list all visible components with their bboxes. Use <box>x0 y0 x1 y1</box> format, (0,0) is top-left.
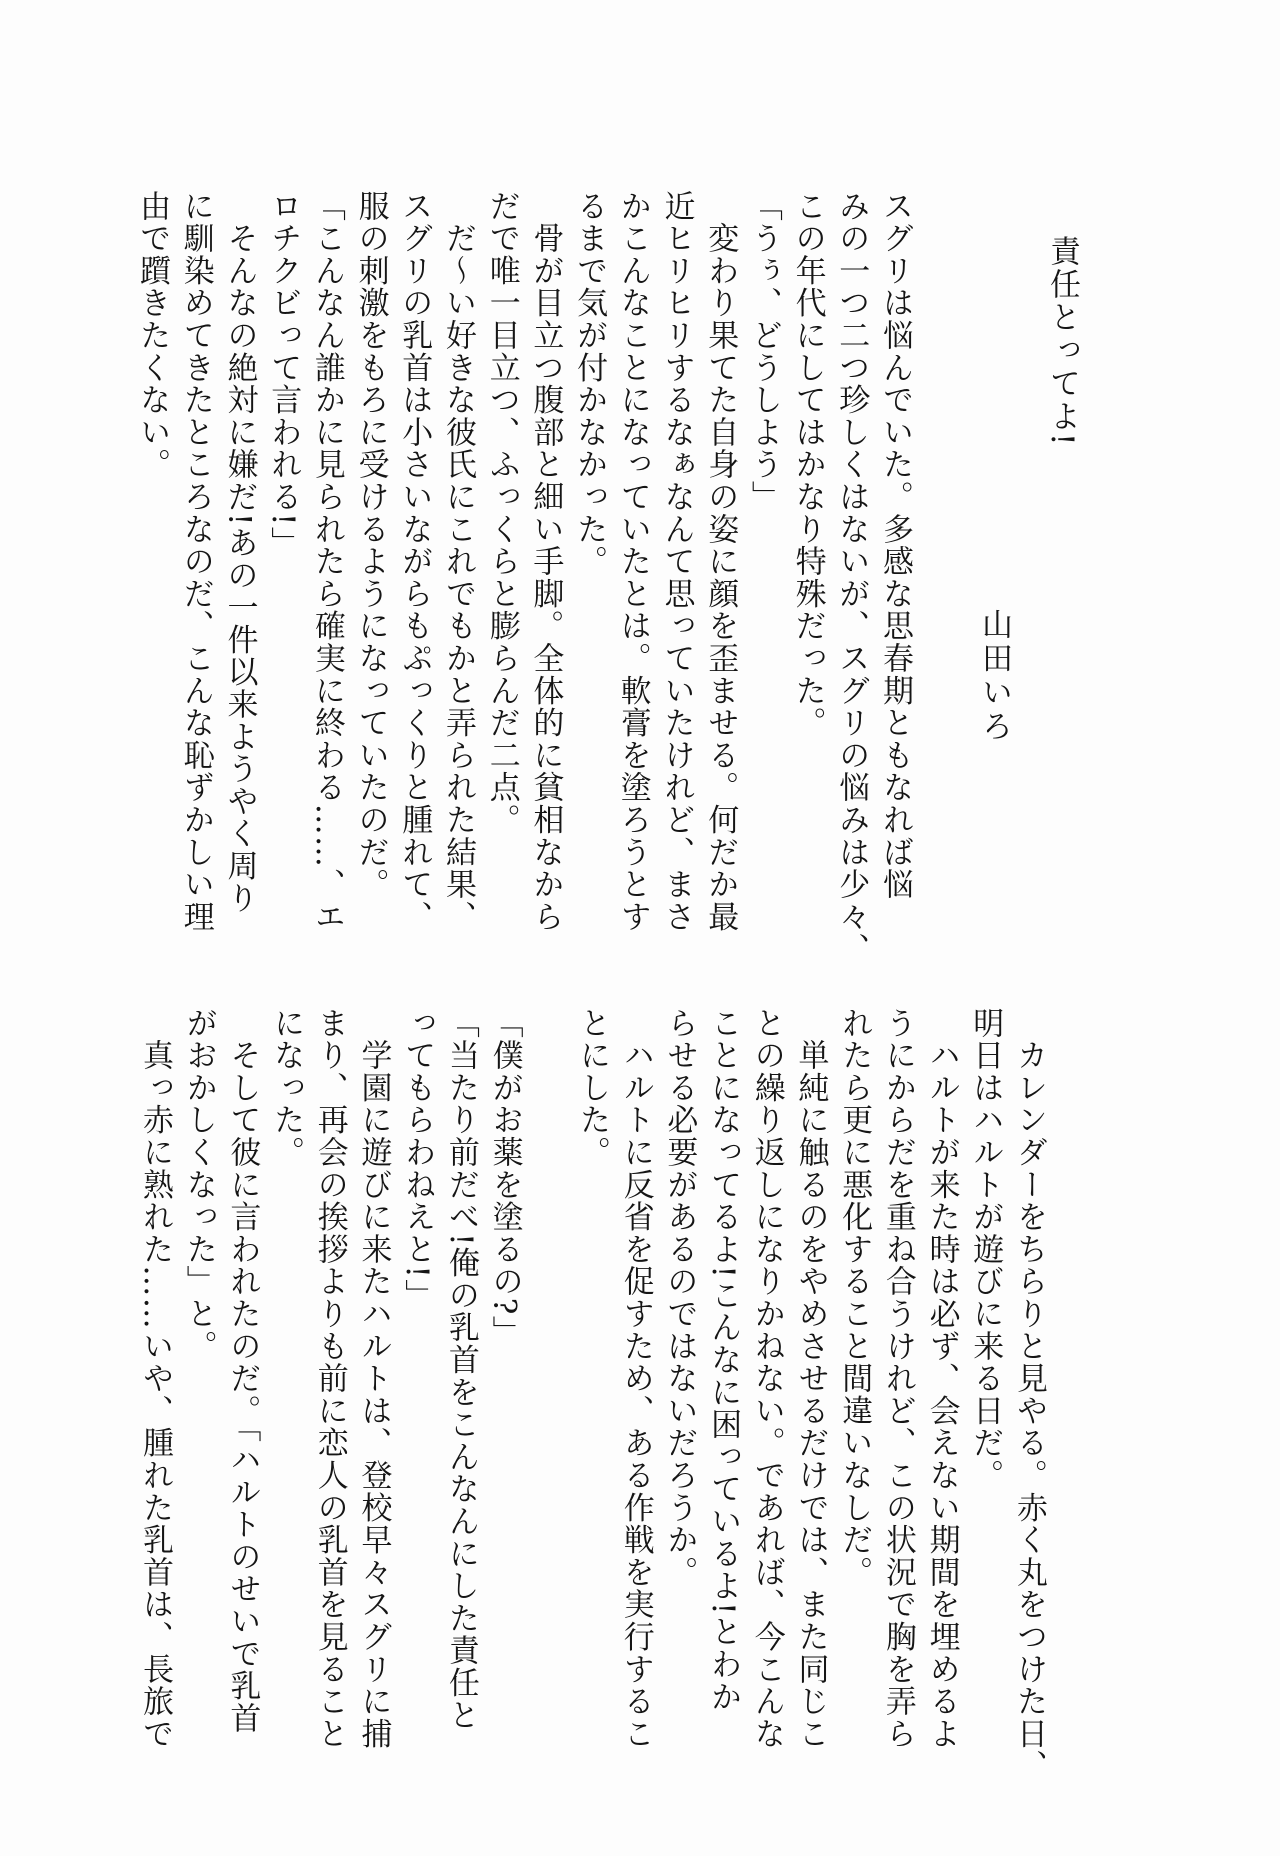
text-column: 「僕がお薬を塗るの?」 <box>486 1007 523 1348</box>
text-column: まり、再会の挨拶よりも前に恋人の乳首を見ること <box>311 1007 348 1750</box>
text-column: ってもらわねえと!」 <box>399 1007 436 1312</box>
text-column: がおかしくなった」と。 <box>180 1007 217 1363</box>
text-column: との繰り返しになりかねない。であれば、今こんな <box>748 1007 785 1750</box>
text-column: そんなの絶対に嫌だ!あの一件以来ようやく周り <box>221 190 258 915</box>
text-column: この年代にしてはかなり特殊だった。 <box>789 190 826 740</box>
text-column: スグリは悩んでいた。多感な思春期ともなれば悩 <box>877 190 913 901</box>
text-column: 「当たり前だべ!俺の乳首をこんなんにした責任と <box>442 1007 479 1732</box>
text-column: らせる必要があるのではないだろうか。 <box>661 1007 698 1589</box>
story-title: 責任とってよ! <box>1044 235 1080 448</box>
text-column: 「こんなん誰かに見られたら確実に終わる……、エ <box>308 190 345 933</box>
author-name: 山田いろ <box>976 608 1012 744</box>
text-column: 真っ赤に熟れた……いや、腫れた乳首は、長旅で <box>137 1007 173 1750</box>
text-column: だで唯一目立つ、ふっくらと膨らんだ二点。 <box>483 190 520 836</box>
text-column: だ〜い好きな彼氏にこれでもかと弄られた結果、 <box>440 190 476 933</box>
text-column: 変わり果てた自身の姿に顔を歪ませる。何だか最 <box>702 190 739 933</box>
text-column: 由で躓きたくない。 <box>134 190 171 481</box>
text-column: れたら更に悪化すること間違いなしだ。 <box>836 1007 873 1589</box>
text-column: ハルトに反省を促すため、ある作戦を実行するこ <box>617 1007 654 1750</box>
text-column: 単純に触るのをやめさせるだけでは、また同じこ <box>792 1007 829 1750</box>
text-column: ハルトが来た時は必ず、会えない期間を埋めるよ <box>923 1007 960 1750</box>
text-column: になった。 <box>268 1007 305 1169</box>
text-column: ロチクビって言われる!」 <box>265 190 302 560</box>
text-column: うにからだを重ね合うけれど、この状況で胸を弄ら <box>879 1007 916 1750</box>
text-column: 明日はハルトが遊びに来る日だ。 <box>967 1007 1004 1492</box>
text-column: 近ヒリヒリするなぁなんて思っていたけれど、まさ <box>658 190 695 933</box>
text-column: とにした。 <box>574 1007 610 1169</box>
text-column: に馴染めてきたところなのだ、こんな恥ずかしい理 <box>177 190 214 933</box>
text-column: 服の刺激をもろに受けるようになっていたのだ。 <box>352 190 389 901</box>
text-column: みの一つ二つ珍しくはないが、スグリの悩みは少々、 <box>833 190 870 966</box>
text-column: かこんなことになっていたとは。軟膏を塗ろうとす <box>614 190 651 933</box>
text-column: 骨が目立つ腹部と細い手脚。全体的に貧相なから <box>527 190 564 933</box>
text-column: 学園に遊びに来たハルトは、登校早々スグリに捕 <box>355 1007 392 1750</box>
text-column: るまで気が付かなかった。 <box>571 190 608 578</box>
text-column: カレンダーをちらりと見やる。赤く丸をつけた日、 <box>1011 1007 1047 1783</box>
text-column: スグリの乳首は小さいながらもぷっくりと腫れて、 <box>396 190 433 933</box>
text-column: ことになってるよ!こんなに困っているよ!とわか <box>705 1007 742 1713</box>
text-column: そして彼に言われたのだ。「ハルトのせいで乳首 <box>224 1007 261 1735</box>
text-column: 「うぅ、どうしよう」 <box>745 190 782 513</box>
